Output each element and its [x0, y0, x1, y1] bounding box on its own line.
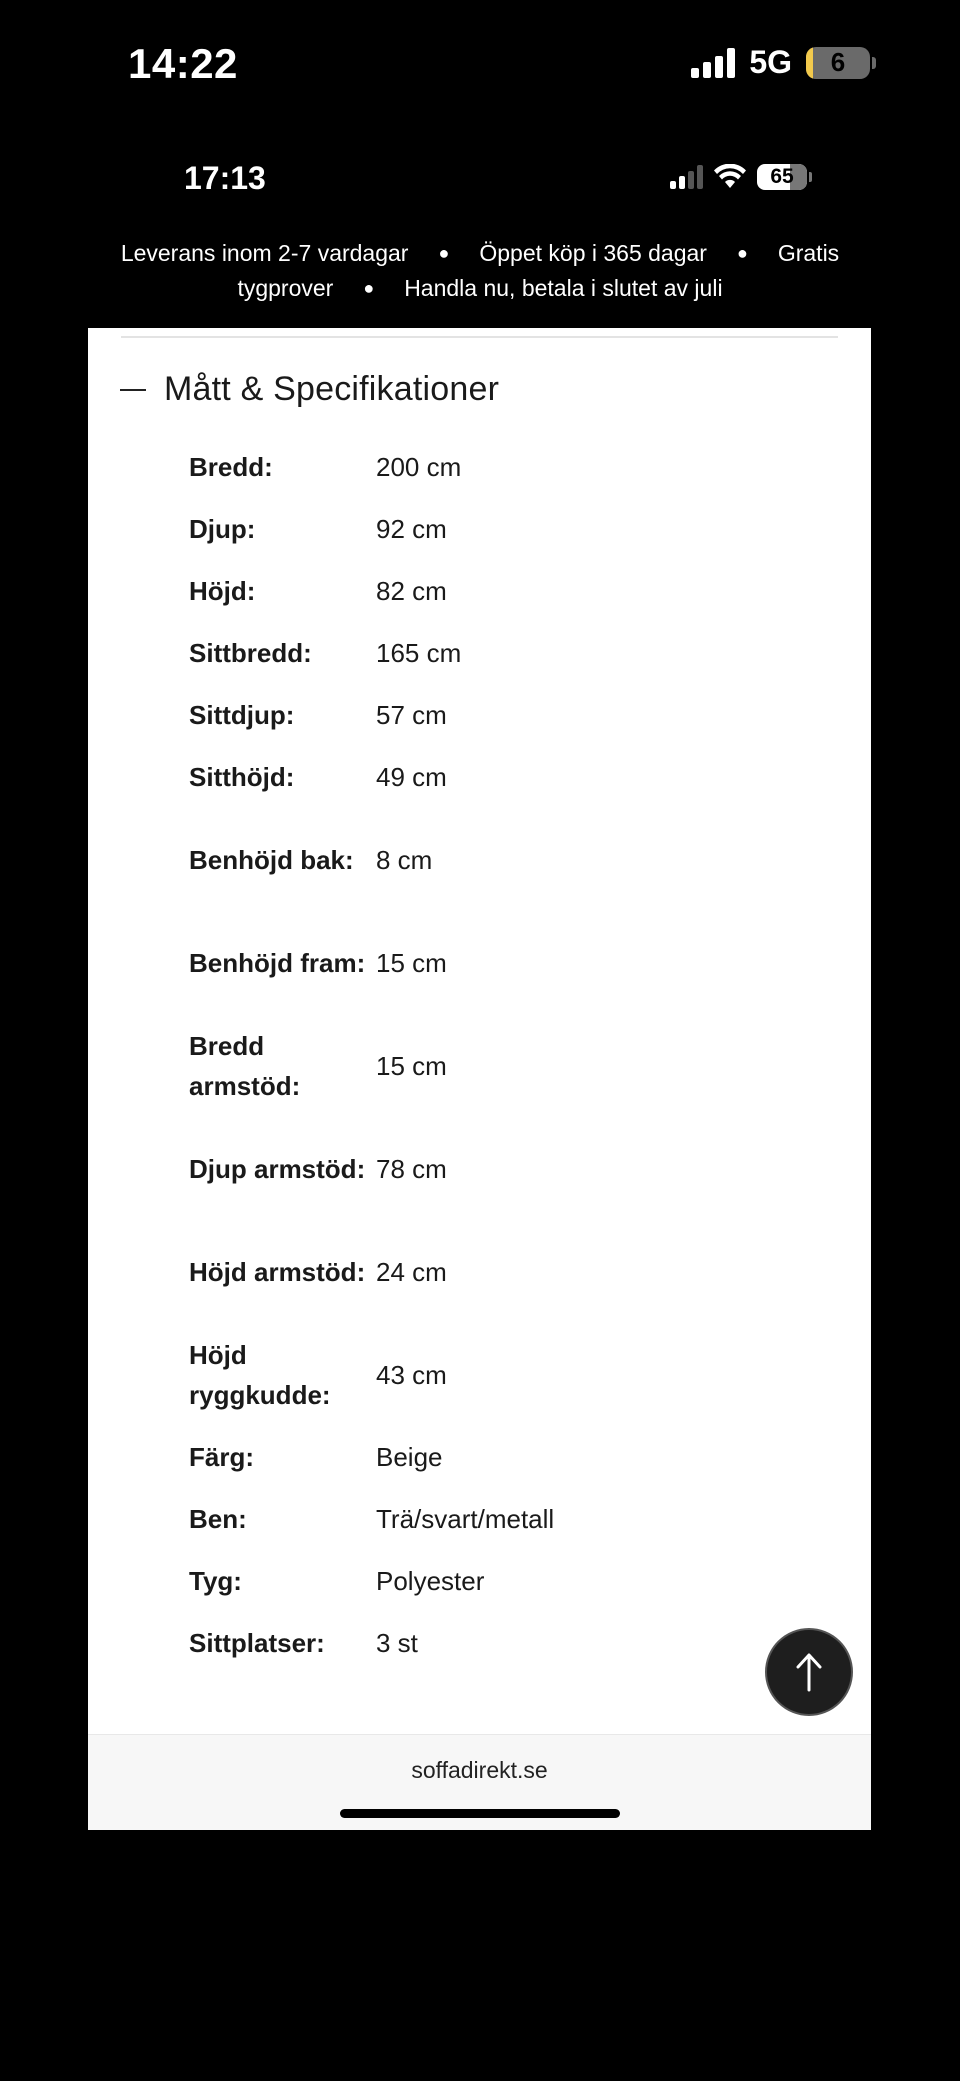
url-domain: soffadirekt.se	[411, 1757, 548, 1783]
spec-label: Bredd armstöd:	[189, 1030, 301, 1101]
spec-row	[189, 1488, 789, 1550]
banner-item-returns: Öppet köp i 365 dagar	[479, 240, 707, 266]
outer-status-icons	[691, 44, 876, 81]
specs-accordion-header[interactable]	[120, 370, 499, 409]
outer-clock: 14:22	[128, 40, 238, 87]
spec-value: 8 cm	[376, 844, 433, 875]
spec-value: 165 cm	[376, 638, 462, 668]
separator-dot: ●	[363, 278, 375, 298]
spec-label: Sitthöjd:	[189, 762, 295, 792]
spec-row	[189, 1612, 789, 1674]
promo-banner	[80, 236, 880, 306]
cellular-signal-icon	[691, 48, 735, 78]
separator-dot: ●	[736, 243, 748, 263]
spec-value: 200 cm	[376, 452, 462, 482]
spec-row	[189, 498, 789, 560]
spec-value: Trä/svart/metall	[376, 1504, 555, 1534]
spec-row	[189, 1117, 789, 1220]
banner-item-delivery: Leverans inom 2-7 vardagar	[120, 240, 409, 266]
battery-level: 6	[830, 47, 846, 77]
inner-status-icons	[670, 164, 812, 190]
spec-label: Höjd armstöd:	[189, 1256, 366, 1287]
spec-row	[189, 684, 789, 746]
spec-row	[189, 808, 789, 911]
spec-value: Beige	[376, 1442, 443, 1472]
inner-clock: 17:13	[184, 160, 266, 196]
spec-label: Djup armstöd:	[189, 1153, 366, 1184]
network-type: 5G	[749, 44, 792, 80]
spec-label: Sittdjup:	[189, 700, 295, 730]
spec-row	[189, 911, 789, 1014]
battery-level: 65	[770, 165, 794, 188]
spec-value: 82 cm	[376, 576, 447, 606]
spec-value: 57 cm	[376, 700, 447, 730]
spec-value: 92 cm	[376, 514, 447, 544]
spec-value: 78 cm	[376, 1153, 447, 1184]
spec-label: Höjd ryggkudde:	[189, 1339, 331, 1410]
spec-label: Djup:	[189, 514, 256, 544]
page-content	[88, 328, 871, 1830]
spec-value: 15 cm	[376, 1050, 447, 1081]
separator-dot: ●	[438, 243, 450, 263]
divider	[121, 336, 838, 338]
spec-label: Benhöjd bak:	[189, 844, 354, 875]
spec-label: Höjd:	[189, 576, 256, 606]
spec-list	[189, 436, 789, 1674]
spec-label: Bredd:	[189, 452, 273, 482]
spec-value: 49 cm	[376, 762, 447, 792]
browser-address-bar[interactable]	[88, 1734, 871, 1830]
spec-label: Benhöjd fram:	[189, 947, 366, 978]
banner-item-samples: Gratis tygprover	[237, 240, 840, 301]
spec-label: Sittbredd:	[189, 638, 312, 668]
spec-row	[189, 1550, 789, 1612]
spec-row	[189, 622, 789, 684]
outer-status-bar	[0, 0, 960, 130]
spec-row	[189, 746, 789, 808]
scroll-to-top-button[interactable]	[765, 1628, 853, 1716]
spec-label: Tyg:	[189, 1566, 242, 1596]
spec-row	[189, 436, 789, 498]
home-indicator	[340, 1809, 620, 1818]
banner-item-pay-later: Handla nu, betala i slutet av juli	[404, 275, 723, 301]
spec-label: Ben:	[189, 1504, 247, 1534]
spec-label: Sittplatser:	[189, 1628, 325, 1658]
cellular-signal-icon	[670, 165, 703, 189]
spec-row	[189, 560, 789, 622]
spec-value: Polyester	[376, 1566, 485, 1596]
spec-row	[189, 1323, 789, 1426]
minus-icon	[120, 389, 146, 391]
section-title: Mått & Specifikationer	[164, 370, 500, 408]
spec-row	[189, 1426, 789, 1488]
spec-value: 43 cm	[376, 1359, 447, 1390]
arrow-up-icon	[794, 1652, 824, 1692]
battery-icon	[806, 47, 870, 79]
wifi-icon	[713, 164, 747, 190]
spec-value: 3 st	[376, 1628, 418, 1658]
spec-row	[189, 1014, 789, 1117]
spec-label: Färg:	[189, 1442, 254, 1472]
inner-status-bar	[0, 150, 960, 220]
spec-row	[189, 1220, 789, 1323]
spec-value: 24 cm	[376, 1256, 447, 1287]
battery-icon	[757, 164, 807, 190]
spec-value: 15 cm	[376, 947, 447, 978]
